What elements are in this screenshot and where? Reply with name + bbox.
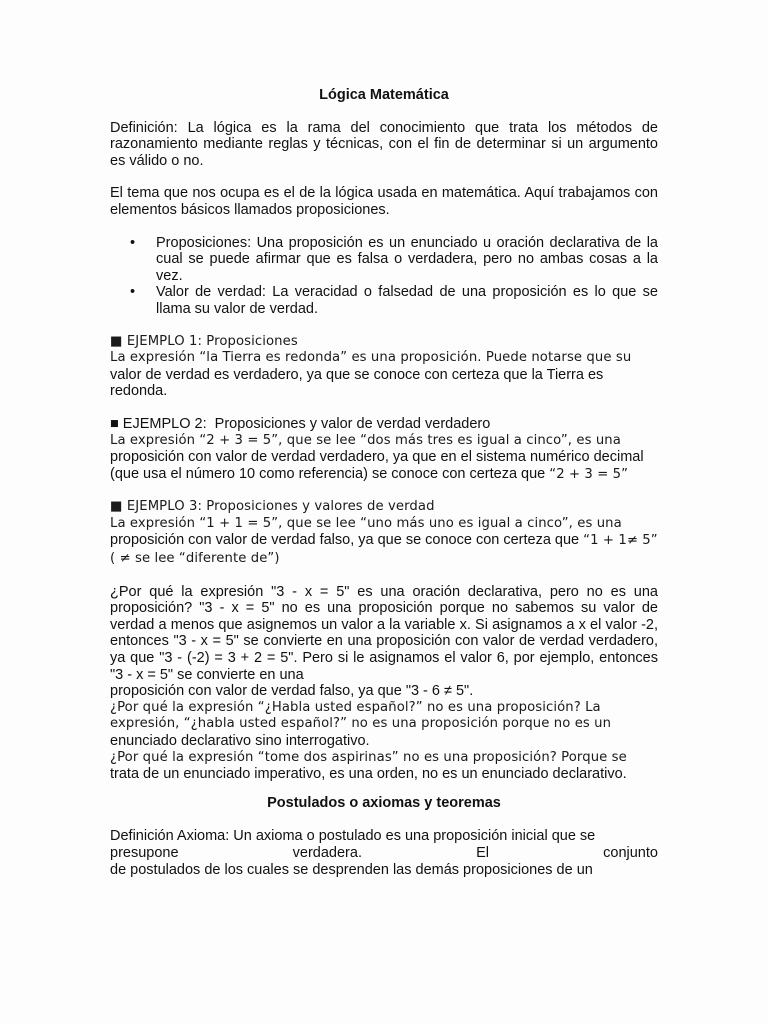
axiom-line-spread [110, 845, 658, 862]
example-2-formula: “2 + 3 = 5” [549, 466, 629, 482]
section-title: Postulados o axiomas y teoremas [267, 794, 501, 811]
axiom-line [110, 862, 658, 879]
axiom-word: El [476, 844, 490, 861]
page-title: Lógica Matemática [319, 87, 449, 103]
example-2-heading [110, 416, 658, 433]
question-1-paragraph: ¿Por qué la expresión "3 - x = 5" es una oración declarativa, pero no es una proposición? "3 - x = 5" no es una proposición porque no sabemos su valor de verdad a menos que asignemos un valor a la variable x. Si asignamos a x el valor -2, entonces "3 - x = 5" se convierte en una proposición con valor de verdad verdadero, ya que "3 - (-2) = 3 + 2 = 5". Pero si le asignamos el valor 6, por ejemplo, entonces "3 - x = 5" se convierte en una [110, 583, 658, 683]
example-3 [110, 499, 658, 567]
definitions-list [110, 235, 658, 318]
example-2-line [110, 449, 658, 483]
example-1-heading: ■ EJEMPLO 1: Proposiciones [110, 333, 298, 349]
question-3-paragraph: ¿Por qué la expresión “tome dos aspirinas” no es una proposición? Porque se [110, 749, 627, 765]
question-3-conclusion: trata de un enunciado imperativo, es una orden, no es un enunciado declarativo. [110, 766, 627, 783]
list-item [110, 284, 658, 317]
example-2-line: La expresión “2 + 3 = 5”, que se lee “dos más tres es igual a cinco”, es una [110, 432, 621, 448]
example-1-line: valor de verdad es verdadero, ya que se conoce con certeza que la Tierra es redonda. [110, 366, 604, 400]
example-3-heading: ■ EJEMPLO 3: Proposiciones y valores de verdad [110, 499, 435, 515]
axiom-word: verdadera. [292, 844, 362, 861]
example-2-line-text: proposición con valor de verdad verdadero, ya que en el sistema numérico decimal (que usa el número 10 como referencia) se conoce con certeza que [110, 449, 644, 482]
bullet-icon: • [130, 234, 136, 251]
axiom-word: presupone [110, 844, 179, 861]
example-3-formula: “1 + 1≠ 5” ( ≠ se lee “diferente de”) [110, 533, 658, 567]
list-item-text: Valor de verdad: La veracidad o falsedad de una proposición es lo que se llama su valor de verdad. [156, 284, 658, 317]
axiom-definition [110, 828, 658, 878]
axiom-word: conjunto [603, 844, 658, 861]
example-1 [110, 334, 658, 400]
axiom-line-text: de postulados de los cuales se desprenden las demás proposiciones de un [110, 861, 593, 878]
example-3-line-text: proposición con valor de verdad falso, ya que se conoce con certeza que [110, 532, 580, 549]
list-item [110, 235, 658, 285]
questions-block [110, 584, 658, 783]
example-1-line: La expresión “la Tierra es redonda” es una proposición. Puede notarse que su [110, 350, 632, 366]
example-2-heading-marker: ■ EJEMPLO 2: [110, 415, 207, 432]
example-2 [110, 416, 658, 483]
example-3-line [110, 532, 658, 567]
question-2-paragraph: ¿Por qué la expresión “¿Habla usted español?” no es una proposición? La expresión, “¿habla usted español?” no es una proposición porque no es un [110, 699, 612, 732]
intro-paragraph: El tema que nos ocupa es el de la lógica usada en matemática. Aquí trabajamos con elementos básicos llamados proposiciones. [110, 185, 658, 218]
question-2-conclusion: enunciado declarativo sino interrogativo. [110, 733, 370, 749]
example-2-heading-text: Proposiciones y valor de verdad verdadero [214, 415, 491, 432]
list-item-text: Proposiciones: Una proposición es un enunciado u oración declarativa de la cual se puede afirmar que es falsa o verdadera, pero no ambas cosas a la vez. [156, 234, 658, 284]
bullet-icon: • [130, 284, 136, 301]
axiom-line: Definición Axioma: Un axioma o postulado es una proposición inicial que se [110, 828, 596, 845]
definition-paragraph: Definición: La lógica es la rama del conocimiento que trata los métodos de razonamiento mediante reglas y técnicas, con el fin de determinar si un argumento es válido o no. [110, 119, 658, 169]
question-1-conclusion: proposición con valor de verdad falso, ya que "3 - 6 ≠ 5". [110, 683, 474, 700]
example-3-line: La expresión “1 + 1 = 5”, que se lee “uno más uno es igual a cinco”, es una [110, 515, 622, 531]
